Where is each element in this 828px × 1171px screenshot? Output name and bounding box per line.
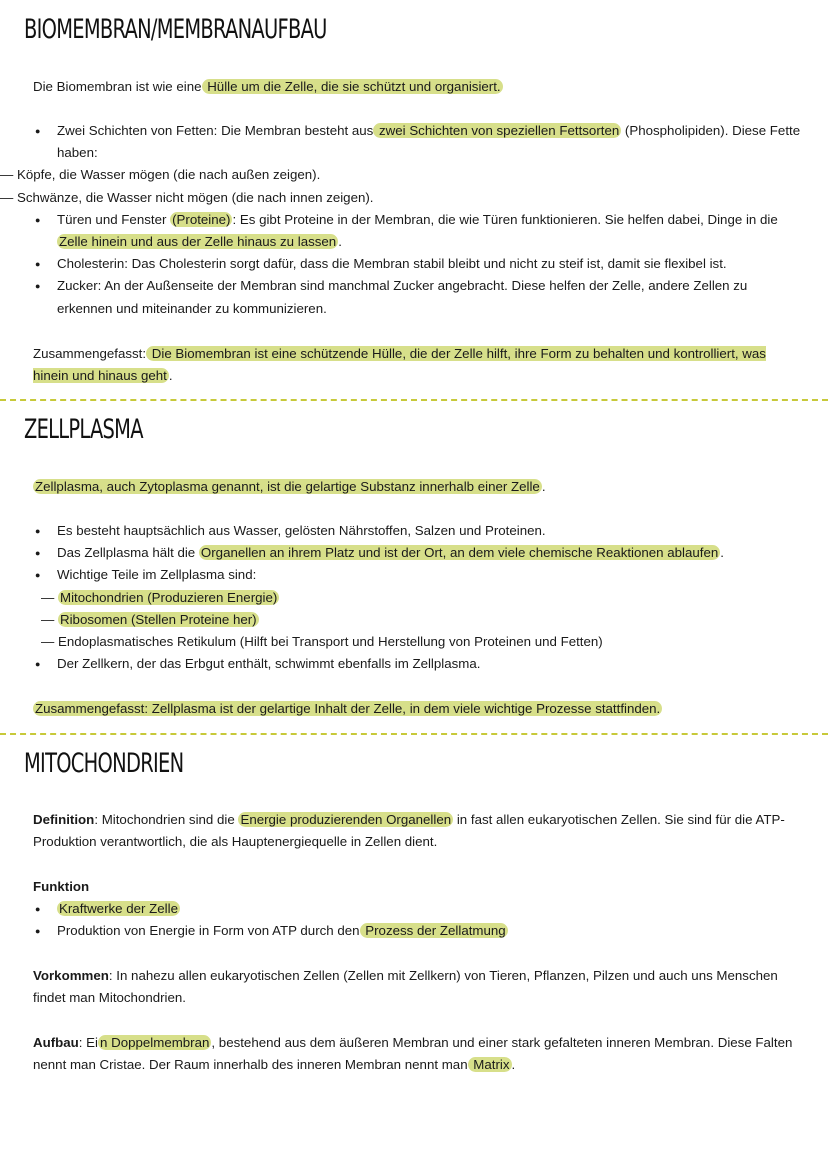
highlight: n Doppelmembran: [100, 1035, 210, 1050]
text: Produktion von Energie in Form von ATP durch den: [57, 923, 360, 939]
text: : In nahezu allen eukaryotischen Zellen (Zellen mit Zellkern) von Tieren, Pflanzen, Pilzen und auch uns Menschen findet man Mitochondrien.: [33, 968, 778, 1006]
text: Das Zellplasma hält die: [57, 545, 199, 561]
list-item: ● Es besteht hauptsächlich aus Wasser, gelösten Nährstoffen, Salzen und Proteinen.: [33, 520, 803, 542]
intro-text: Die Biomembran ist wie eine: [33, 79, 202, 94]
text: : Ei: [78, 1035, 99, 1050]
highlight: Ribosomen (Stellen Proteine her): [60, 611, 257, 627]
text: .: [338, 234, 342, 250]
dash: —: [41, 589, 55, 605]
text: in fast allen eukaryotischen Zellen. Sie sind für die ATP-Produktion verantwortlich, die als Hauptenergiequelle in Zellen dient.: [33, 812, 785, 850]
list-item: [33, 209, 803, 253]
text: (Phospholipiden). Diese Fette haben:: [57, 123, 801, 161]
heading-zellplasma: ZELLPLASMA: [24, 414, 143, 445]
text: .: [720, 545, 724, 561]
biomembran-intro: [33, 76, 803, 98]
text: .: [511, 1057, 516, 1073]
dash: —: [41, 634, 55, 650]
dash-item: [33, 587, 803, 609]
list-item: [33, 920, 803, 942]
list-item: [33, 542, 803, 564]
highlight: Organellen an ihrem Platz und ist der Ort, an dem viele chemische Reaktionen ablaufen: [200, 545, 719, 561]
mito-aufbau: [33, 1032, 803, 1076]
section-divider: [0, 733, 828, 735]
mito-vorkommen: [33, 965, 803, 1009]
list-item: ● Wichtige Teile im Zellplasma sind:: [33, 564, 803, 586]
text: Türen und Fenster: [57, 211, 171, 227]
text: : Mitochondrien sind die: [94, 812, 239, 827]
dash-item: — Köpfe, die Wasser mögen (die nach außen zeigen).: [0, 167, 321, 183]
dash: —: [41, 611, 55, 627]
text: .: [168, 368, 173, 384]
dash-item: [33, 631, 803, 653]
label: Definition: [33, 812, 95, 827]
list-item: ● Zucker: An der Außenseite der Membran sind manchmal Zucker angebracht. Diese helfen der Zelle, andere Zellen zu erkennen und miteinander zu kommunizieren.: [33, 275, 803, 319]
label: Vorkommen: [33, 968, 109, 983]
zellplasma-intro: [33, 476, 803, 498]
mito-funktion-label: Funktion: [33, 879, 90, 894]
label: Aufbau: [33, 1035, 79, 1050]
highlight: Energie produzierenden Organellen: [240, 812, 452, 827]
dash-item: [33, 609, 803, 631]
heading-mitochondrien: MITOCHONDRIEN: [24, 748, 184, 779]
highlight: Prozess der Zellatmung: [361, 923, 506, 939]
heading-biomembran: BIOMEMBRAN/MEMBRANAUFBAU: [24, 14, 327, 45]
highlight: Die Biomembran ist eine schützende Hülle, die der Zelle hilft, ihre Form zu behalten und kontrolliert, was hinein und hinaus geht: [33, 346, 766, 384]
text: : Es gibt Proteine in der Membran, die wie Türen funktionieren. Sie helfen dabei, Dinge in die: [232, 211, 778, 227]
dash-item: — Schwänze, die Wasser nicht mögen (die nach innen zeigen).: [0, 189, 374, 205]
highlight: Hülle um die Zelle, die sie schützt und organisiert.: [203, 79, 501, 94]
highlight: Zusammengefasst: Zellplasma ist der gelartige Inhalt der Zelle, in dem viele wichtige Prozesse stattfinden.: [35, 701, 661, 716]
zellplasma-summary: [33, 698, 803, 720]
mito-definition: [33, 809, 803, 853]
list-item: [33, 120, 803, 164]
text: Endoplasmatisches Retikulum (Hilft bei Transport und Herstellung von Proteinen und Fetten): [58, 634, 603, 650]
list-item: ● Cholesterin: Das Cholesterin sorgt dafür, dass die Membran stabil bleibt und nicht zu steif ist, damit sie flexibel ist.: [33, 253, 803, 275]
highlight: Zellplasma, auch Zytoplasma genannt, ist die gelartige Substanz innerhalb einer Zelle: [35, 479, 540, 494]
text: , bestehend aus dem äußeren Membran und einer stark gefalteten inneren Membran. Diese Falten nennt man Cristae. Der Raum innerhalb des inneren Membran nennt man: [33, 1035, 793, 1073]
section-divider: [0, 399, 828, 401]
highlight: Zelle hinein und aus der Zelle hinaus zu lassen: [59, 234, 337, 250]
text: Zwei Schichten von Fetten: Die Membran besteht aus: [57, 123, 374, 138]
zellplasma-list: [33, 520, 803, 675]
highlight: Kraftwerke der Zelle: [59, 901, 178, 916]
list-item: ● Der Zellkern, der das Erbgut enthält, schwimmt ebenfalls im Zellplasma.: [33, 653, 803, 675]
highlight: Mitochondrien (Produzieren Energie): [60, 589, 278, 605]
text: Zusammengefasst:: [33, 346, 147, 361]
mito-funktion-list: [33, 898, 803, 942]
biomembran-summary: [33, 343, 803, 387]
highlight: Matrix: [469, 1057, 510, 1073]
highlight: (Proteine): [172, 211, 231, 227]
list-item: [33, 898, 803, 920]
biomembran-list: [0, 120, 803, 320]
text: .: [541, 479, 546, 494]
highlight: zwei Schichten von speziellen Fettsorten: [375, 123, 620, 138]
